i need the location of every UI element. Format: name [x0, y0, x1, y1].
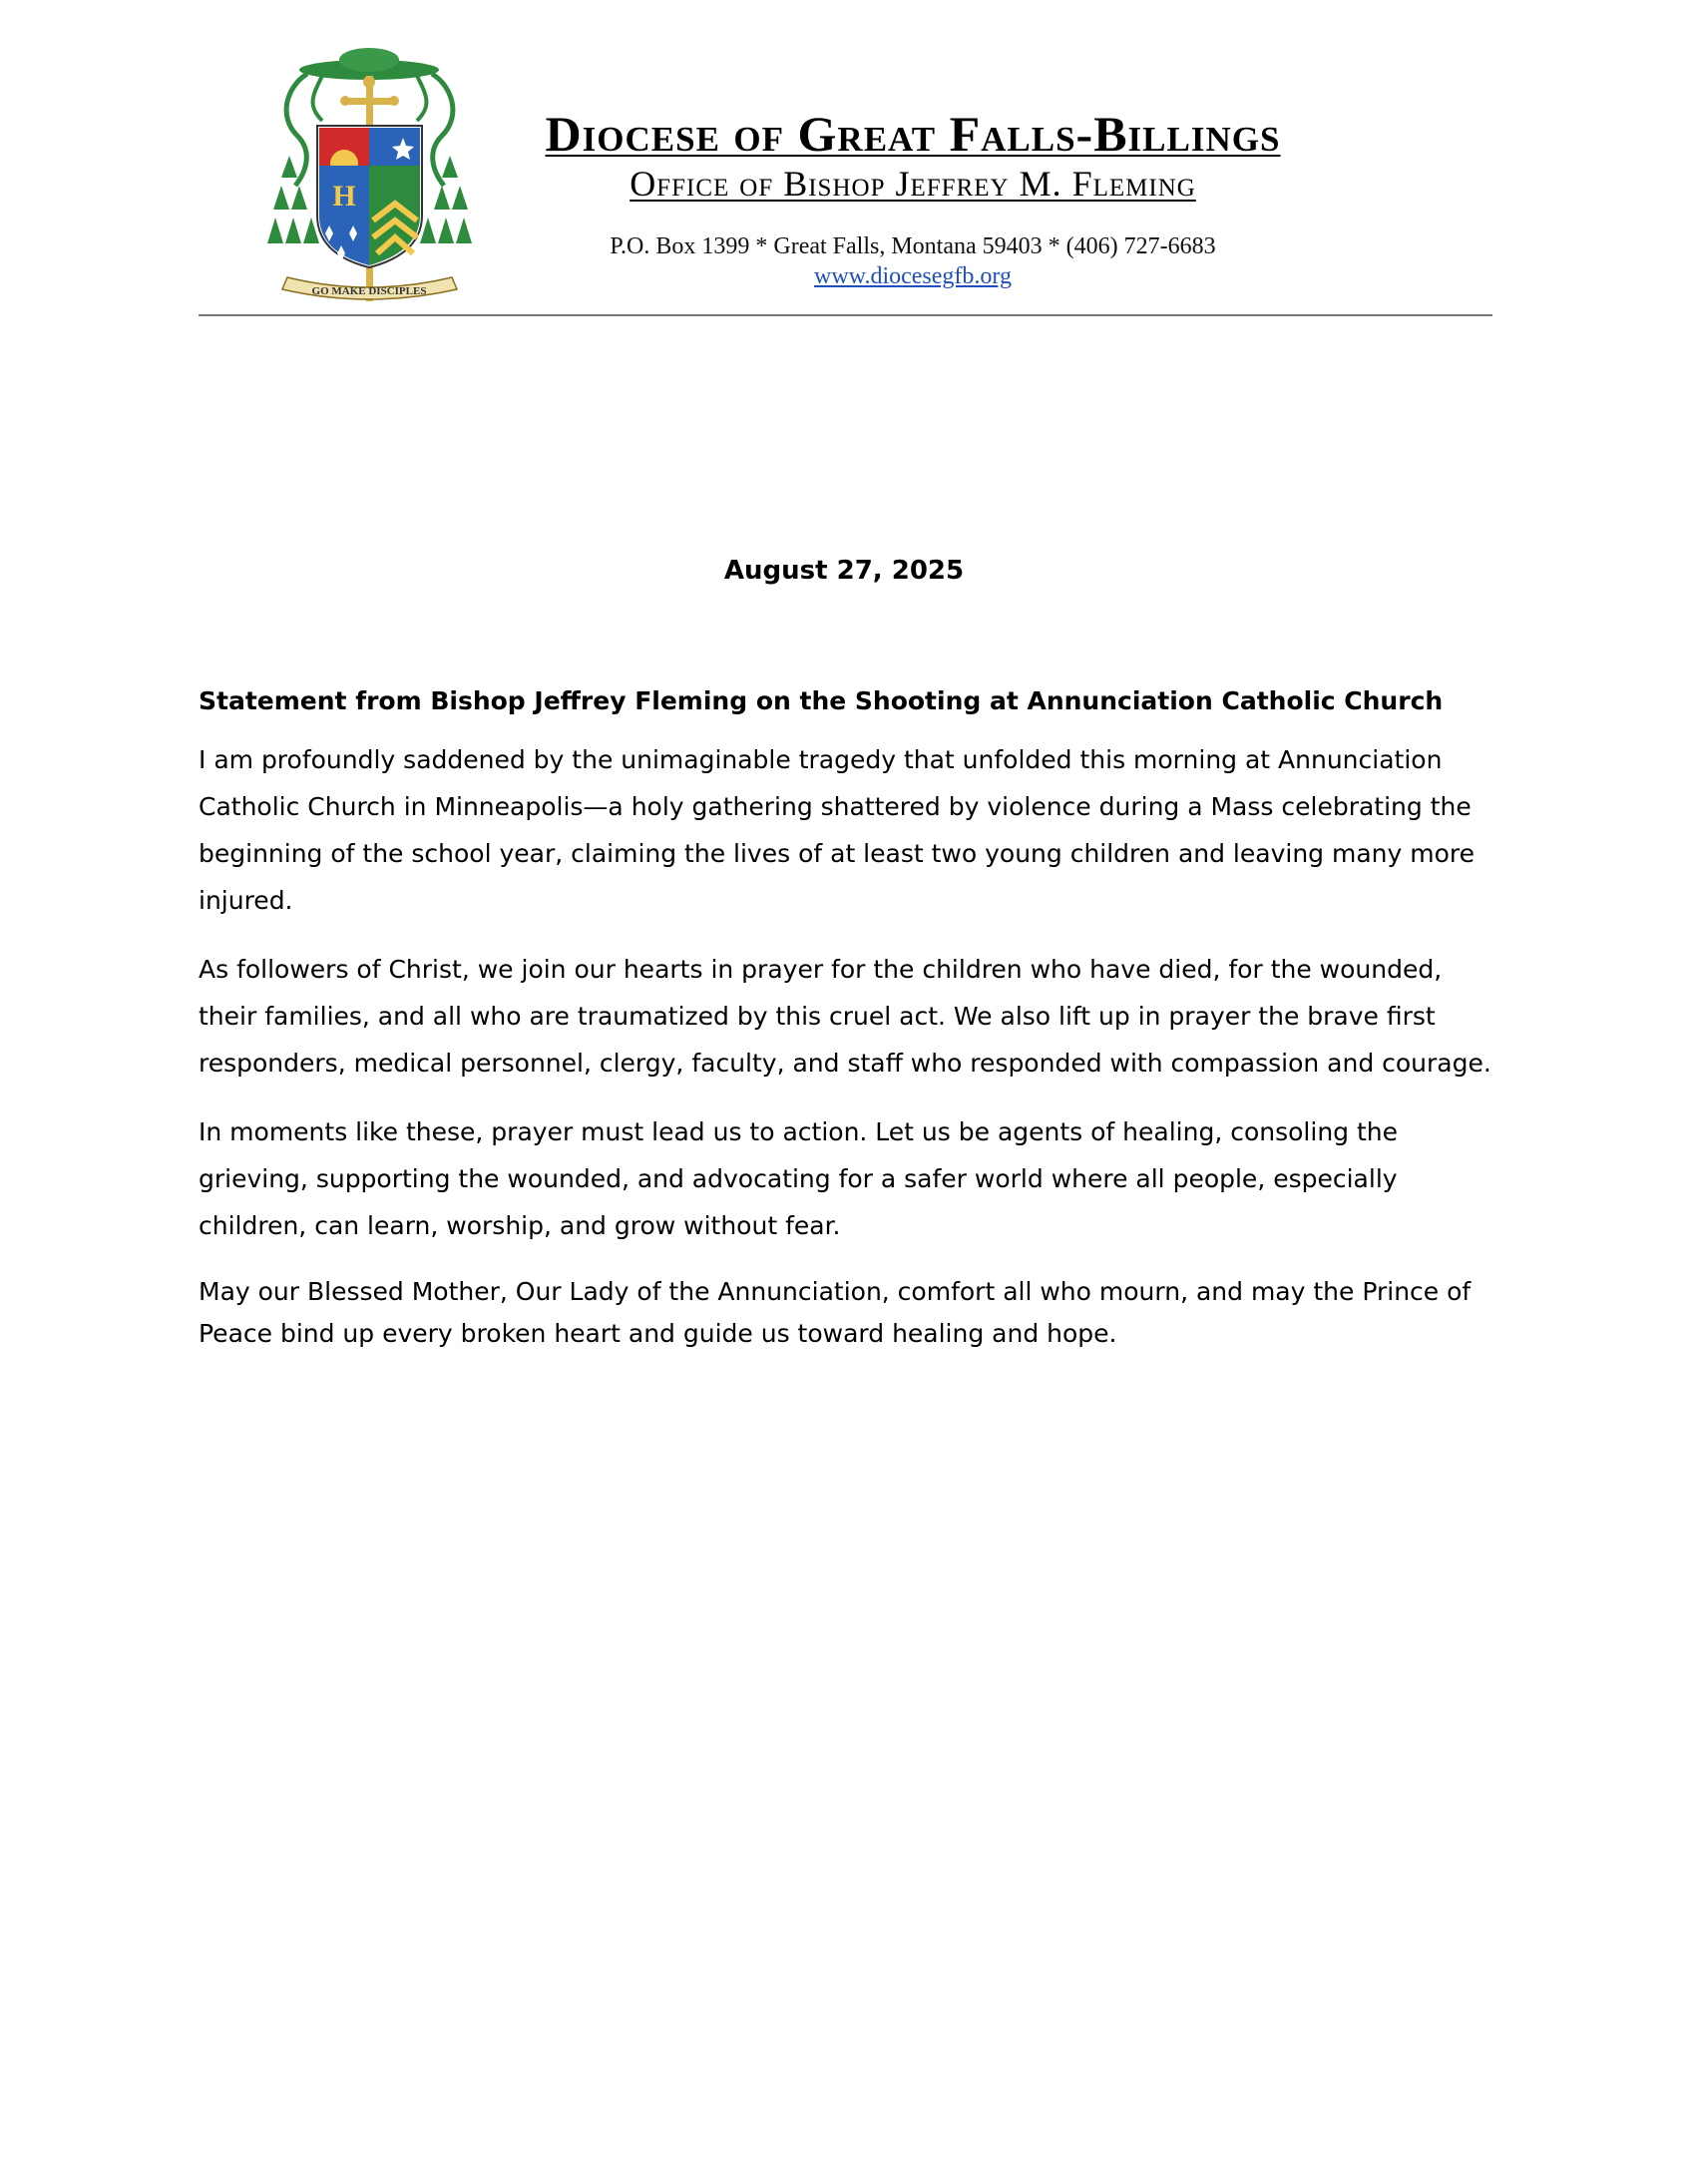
- letterhead-divider: [199, 314, 1492, 316]
- statement-body: [199, 684, 1505, 1377]
- letterhead: [499, 106, 1327, 291]
- office-name: Office of Bishop Jeffrey M. Fleming: [630, 164, 1196, 204]
- svg-text:H: H: [332, 180, 356, 213]
- website-link[interactable]: www.diocesegfb.org: [814, 263, 1012, 289]
- diocese-name: Diocese of Great Falls-Billings: [545, 106, 1281, 162]
- statement-title: Statement from Bishop Jeffrey Fleming on the Shooting at Annunciation Catholic Church: [199, 686, 1444, 715]
- paragraph-4: May our Blessed Mother, Our Lady of the Annunciation, comfort all who mourn, and may the Prince of Peace bind up every broken heart and guide us toward healing and hope.: [199, 1277, 1472, 1348]
- paragraph-3: In moments like these, prayer must lead us to action. Let us be agents of healing, consoling the grieving, supporting the wounded, and advocating for a safer world where all people, especially children, can learn, worship, and grow without fear.: [199, 1117, 1399, 1240]
- bishop-coat-of-arms: [267, 46, 472, 307]
- mailing-address: P.O. Box 1399 * Great Falls, Montana 59403 * (406) 727-6683: [610, 233, 1216, 259]
- paragraph-2: As followers of Christ, we join our hearts in prayer for the children who have died, for the wounded, their families, and all who are traumatized by this cruel act. We also lift up in prayer the brave first responders, medical personnel, clergy, faculty, and staff who responded with compassion and courage.: [199, 955, 1491, 1078]
- coat-of-arms-icon: [267, 46, 472, 307]
- paragraph-1: I am profoundly saddened by the unimaginable tragedy that unfolded this morning at Annunciation Catholic Church in Minneapolis—a holy gathering shattered by violence during a Mass celebrating the beginning of the school year, claiming the lives of at least two young children and leaving many more injured.: [199, 745, 1475, 915]
- statement-date: August 27, 2025: [723, 556, 965, 586]
- crest-motto: GO MAKE DISCIPLES: [311, 285, 427, 297]
